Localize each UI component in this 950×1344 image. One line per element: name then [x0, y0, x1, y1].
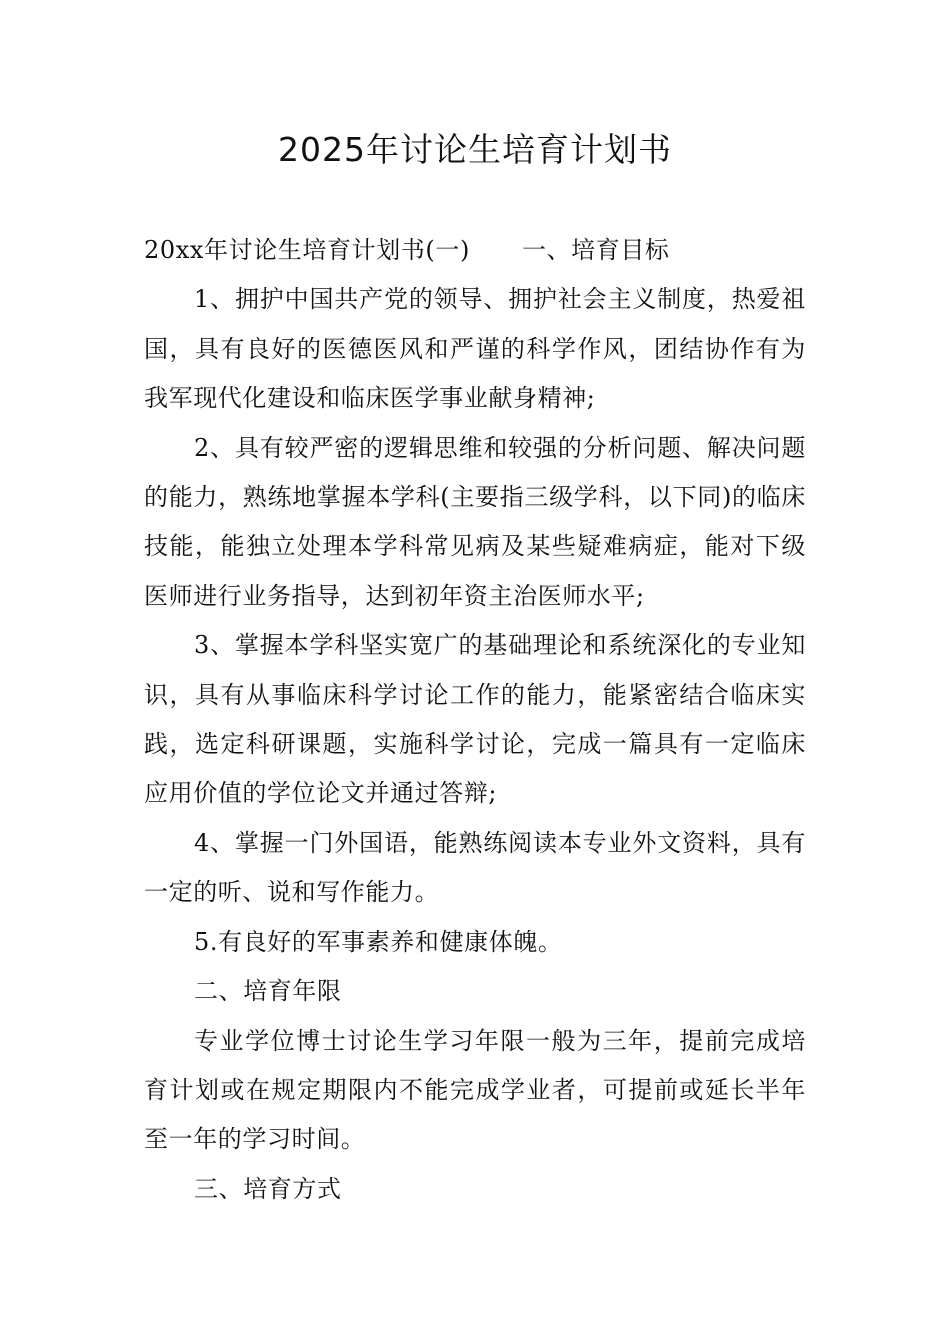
intro-line: 20xx年讨论生培育计划书(一) — [144, 236, 470, 264]
intro-paragraph — [144, 226, 806, 275]
document-body — [144, 226, 806, 1214]
goal-item-5: 5.有良好的军事素养和健康体魄。 — [194, 927, 563, 956]
duration-paragraph: 专业学位博士讨论生学习年限一般为三年，提前完成培育计划或在规定期限内不能完成学业者，可提前或延长半年至一年的学习时间。 — [144, 1026, 806, 1154]
section-heading-method: 三、培育方式 — [194, 1174, 342, 1203]
goal-item-1: 1、拥护中国共产党的领导、拥护社会主义制度，热爱祖国，具有良好的医德医风和严谨的科学作风，团结协作有为我军现代化建设和临床医学事业献身精神; — [144, 285, 806, 413]
goal-item-2: 2、具有较严密的逻辑思维和较强的分析问题、解决问题的能力，熟练地掌握本学科(主要指三级学科，以下同)的临床技能，能独立处理本学科常见病及某些疑难病症，能对下级医师进行业务指导，达到初年资主治医师水平; — [144, 433, 806, 610]
section-heading-goals: 一、培育目标 — [521, 236, 670, 264]
goal-item-3: 3、掌握本学科坚实宽广的基础理论和系统深化的专业知识，具有从事临床科学讨论工作的能力，能紧密结合临床实践，选定科研课题，实施科学讨论，完成一篇具有一定临床应用价值的学位论文并通过答辩; — [144, 631, 806, 808]
section-heading-duration: 二、培育年限 — [194, 977, 342, 1006]
document-title: 2025年讨论生培育计划书 — [278, 130, 672, 169]
goal-item-4: 4、掌握一门外国语，能熟练阅读本专业外文资料，具有一定的听、说和写作能力。 — [144, 828, 806, 907]
